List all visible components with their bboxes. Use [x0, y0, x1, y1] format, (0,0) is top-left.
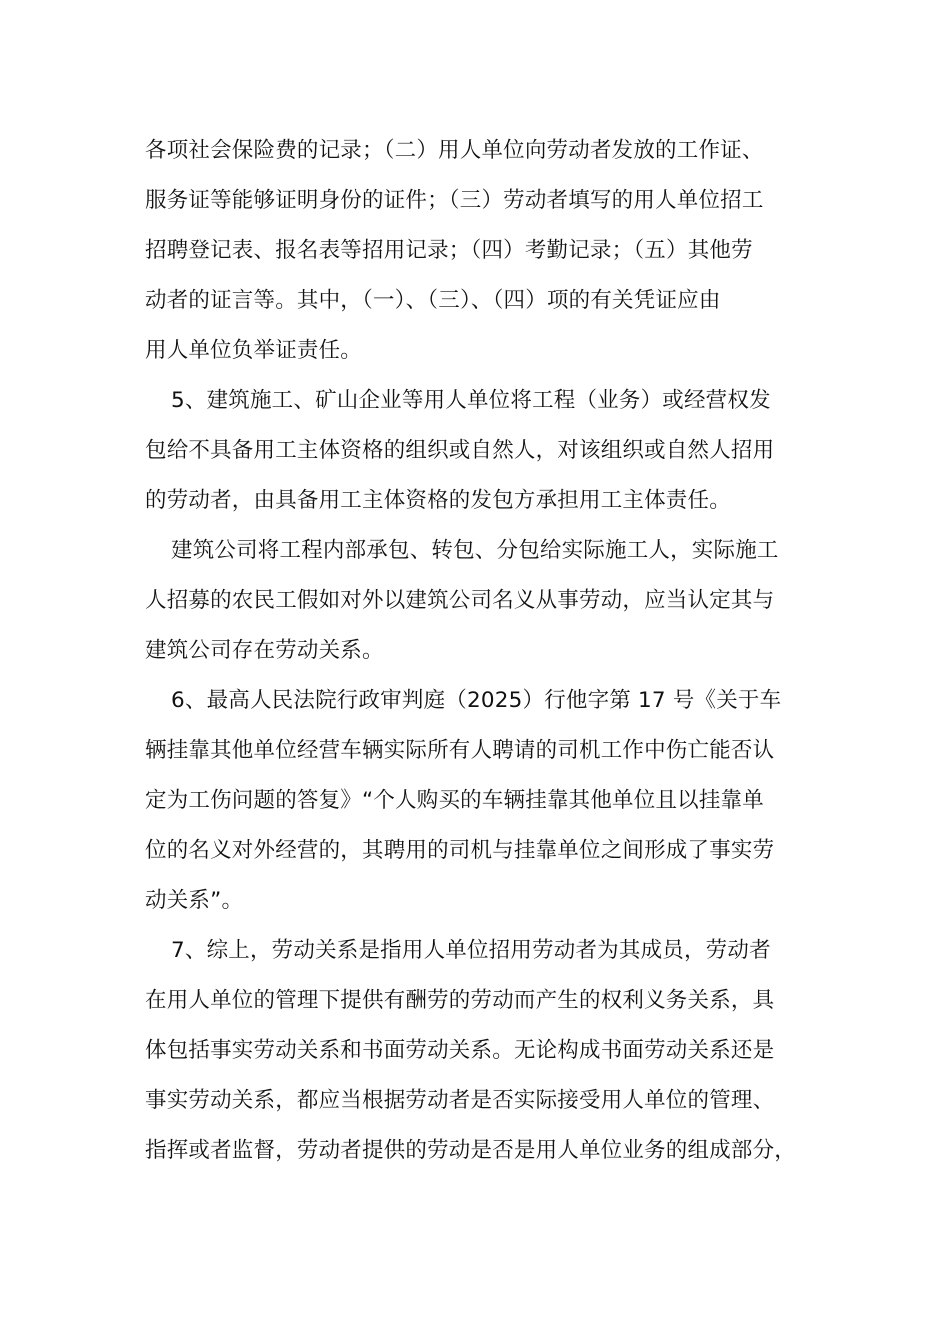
text-line: 的劳动者，由具备用工主体资格的发包方承担用工主体责任。: [145, 488, 731, 513]
text-line: 建筑公司存在劳动关系。: [145, 638, 384, 663]
text-line: 7、综上，劳动关系是指用人单位招用劳动者为其成员，劳动者: [171, 938, 771, 963]
text-line: 事实劳动关系，都应当根据劳动者是否实际接受用人单位的管理、: [145, 1088, 775, 1113]
text-line: 各项社会保险费的记录；（二）用人单位向劳动者发放的工作证、: [145, 138, 764, 163]
text-line: 用人单位负举证责任。: [145, 338, 363, 363]
text-line: 体包括事实劳动关系和书面劳动关系。无论构成书面劳动关系还是: [145, 1038, 775, 1063]
text-line: 动关系”。: [145, 888, 244, 913]
text-line: 6、最高人民法院行政审判庭（2025）行他字第 17 号《关于车: [171, 688, 782, 713]
text-line: 招聘登记表、报名表等招用记录；（四）考勤记录；（五）其他劳: [145, 238, 753, 263]
text-line: 动者的证言等。其中，（一）、（三）、（四）项的有关凭证应由: [145, 288, 721, 313]
text-line: 服务证等能够证明身份的证件；（三）劳动者填写的用人单位招工: [145, 188, 764, 213]
text-line: 在用人单位的管理下提供有酬劳的劳动而产生的权利义务关系，具: [145, 988, 775, 1013]
text-line: 位的名义对外经营的，其聘用的司机与挂靠单位之间形成了事实劳: [145, 838, 775, 863]
text-line: 定为工伤问题的答复》“个人购买的车辆挂靠其他单位且以挂靠单: [145, 788, 764, 813]
text-line: 包给不具备用工主体资格的组织或自然人，对该组织或自然人招用: [145, 438, 775, 463]
text-line: 建筑公司将工程内部承包、转包、分包给实际施工人，实际施工: [171, 538, 779, 563]
text-line: 指挥或者监督，劳动者提供的劳动是否是用人单位业务的组成部分，: [145, 1138, 797, 1163]
text-line: 辆挂靠其他单位经营车辆实际所有人聘请的司机工作中伤亡能否认: [145, 738, 775, 763]
text-line: 人招募的农民工假如对外以建筑公司名义从事劳动，应当认定其与: [145, 588, 775, 613]
text-line: 5、建筑施工、矿山企业等用人单位将工程（业务）或经营权发: [171, 388, 771, 413]
